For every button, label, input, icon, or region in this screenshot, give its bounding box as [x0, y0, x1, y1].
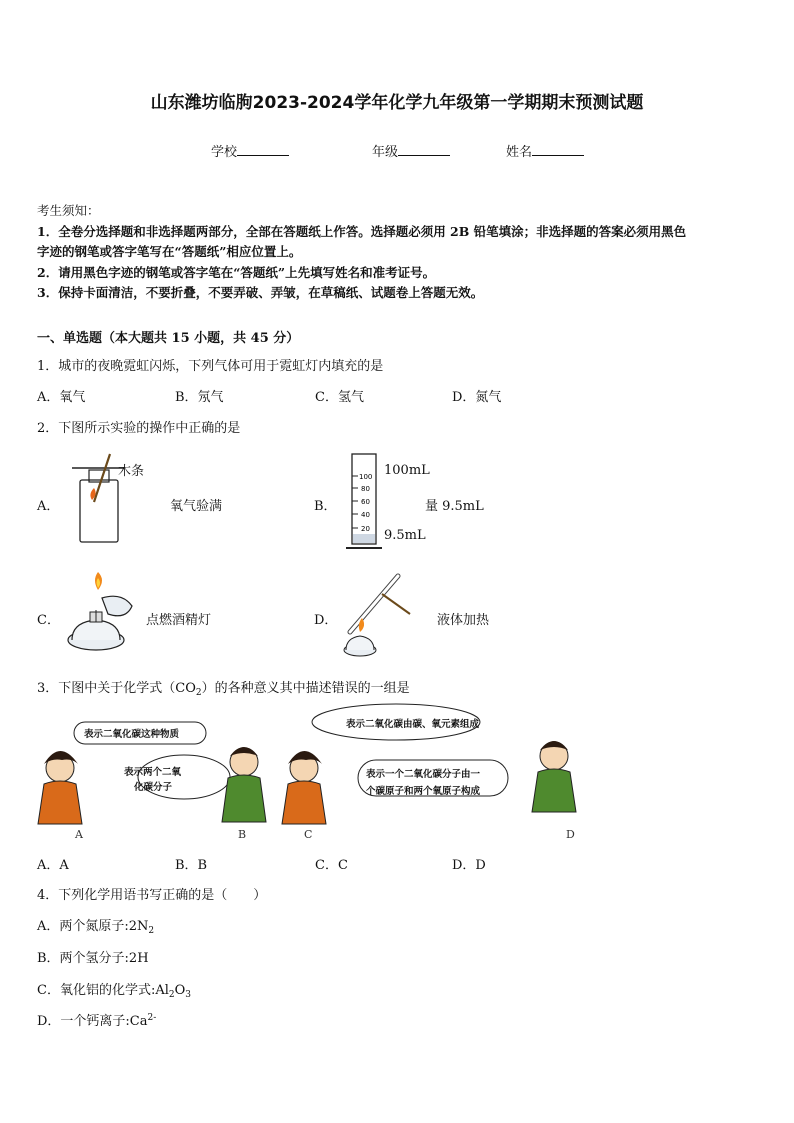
name-label: 姓名 [506, 145, 533, 160]
q4-option-b[interactable]: B．两个氢分子:2H [37, 951, 149, 966]
tick-label: 40 [361, 511, 370, 519]
q4-d-text: D．一个钙离子:Ca [37, 1014, 148, 1029]
bubble-c-text: 表示二氧化碳由碳、氧元素组成 [346, 719, 480, 730]
school-field[interactable] [211, 141, 289, 160]
grade-field[interactable] [372, 141, 450, 160]
q4-a-text: A．两个氮原子:2N [37, 919, 149, 934]
q3-stem-sub: 2 [195, 688, 202, 698]
grade-blank[interactable] [398, 143, 450, 156]
bubble-a-text: 表示二氧化碳这种物质 [84, 729, 180, 740]
q1-option-c[interactable]: C．氢气 [315, 390, 364, 405]
school-blank[interactable] [237, 143, 289, 156]
q4-c-text: C．氧化铝的化学式:Al [37, 983, 169, 998]
q2-option-d-label[interactable]: D． [314, 613, 338, 628]
graduated-cylinder-figure [344, 452, 384, 552]
grade-label: 年级 [372, 145, 399, 160]
q4-option-a[interactable] [37, 915, 154, 936]
q4-d-sup: 2- [147, 1013, 157, 1023]
q3-option-b[interactable]: B．B [175, 858, 208, 873]
figure-label-d: D [566, 828, 575, 841]
figure-label-a: A [75, 828, 83, 841]
co2-meaning-figure [36, 700, 596, 840]
bubble-b-text-1: 表示两个二氧 [124, 767, 182, 778]
q2-option-a-label[interactable]: A． [37, 499, 60, 514]
notice-heading: 考生须知： [37, 203, 100, 218]
q2-b-top-label: 100mL [384, 463, 430, 478]
q3-stem-part-a: 3．下图中关于化学式（CO [37, 681, 196, 696]
q3-option-a[interactable]: A．A [37, 858, 69, 873]
page-title: 山东潍坊临朐2023-2024学年化学九年级第一学期期末预测试题 [150, 93, 644, 113]
q1-option-a[interactable]: A．氧气 [37, 390, 86, 405]
question-2-stem: 2．下图所示实验的操作中正确的是 [37, 421, 241, 436]
heating-liquid-figure [340, 570, 420, 662]
q2-option-b-label[interactable]: B． [314, 499, 337, 514]
q3-option-d[interactable]: D．D [452, 858, 486, 873]
figure-label-b: B [238, 828, 247, 841]
q1-option-d[interactable]: D．氮气 [452, 390, 502, 405]
section-heading: 一、单选题（本大题共 15 小题，共 45 分） [37, 331, 300, 346]
q4-c-sub2: 3 [185, 990, 192, 1000]
question-4-stem: 4．下列化学用语书写正确的是（ ） [37, 888, 267, 903]
q2-d-caption: 液体加热 [437, 613, 490, 628]
bubble-d-text-1: 表示一个二氧化碳分子由一 [366, 769, 481, 780]
question-3-stem [37, 677, 410, 698]
q4-option-d[interactable] [37, 1010, 156, 1029]
notice-line-1a: 1．全卷分选择题和非选择题两部分，全部在答题纸上作答。选择题必须用 2B 铅笔填涂；非选择题的答案必须用黑色 [37, 223, 687, 239]
figure-label-c: C [304, 828, 313, 841]
notice-line-3: 3．保持卡面清洁，不要折叠，不要弄破、弄皱，在草稿纸、试题卷上答题无效。 [37, 285, 484, 300]
bubble-d-text-2: 个碳原子和两个氧原子构成 [366, 786, 481, 797]
tick-label: 100 [359, 473, 373, 481]
tick-label: 60 [361, 498, 370, 506]
q4-c-sub1: 2 [168, 990, 175, 1000]
q2-a-stick-label: 木条 [118, 464, 145, 479]
question-1-stem: 1．城市的夜晚霓虹闪烁，下列气体可用于霓虹灯内填充的是 [37, 359, 384, 374]
q3-stem-part-b: ）的各种意义其中描述错误的一组是 [201, 681, 410, 696]
notice-line-2: 2．请用黑色字迹的钢笔或答字笔在“答题纸”上先填写姓名和准考证号。 [37, 264, 436, 280]
school-label: 学校 [211, 145, 238, 160]
q4-option-c[interactable] [37, 979, 191, 1000]
q2-b-caption: 量 9.5mL [425, 499, 484, 514]
tick-label: 20 [361, 525, 370, 533]
alcohol-lamp-figure [62, 570, 146, 662]
q2-c-caption: 点燃酒精灯 [146, 613, 212, 628]
q1-option-b[interactable]: B．氖气 [175, 390, 224, 405]
exam-notice [37, 201, 757, 304]
q4-a-sub: 2 [148, 926, 155, 936]
bubble-b-text-2: 化碳分子 [134, 782, 173, 793]
q4-c-o: O [174, 983, 186, 998]
notice-line-1b: 字迹的钢笔或答字笔写在“答题纸”相应位置上。 [37, 244, 302, 259]
q3-option-c[interactable]: C．C [315, 858, 348, 873]
name-field[interactable] [506, 141, 584, 160]
q2-a-caption: 氧气验满 [170, 499, 223, 514]
tick-label: 80 [361, 485, 370, 493]
name-blank[interactable] [532, 143, 584, 156]
q2-option-c-label[interactable]: C． [37, 613, 60, 628]
q2-b-bottom-label: 9.5mL [384, 528, 426, 543]
